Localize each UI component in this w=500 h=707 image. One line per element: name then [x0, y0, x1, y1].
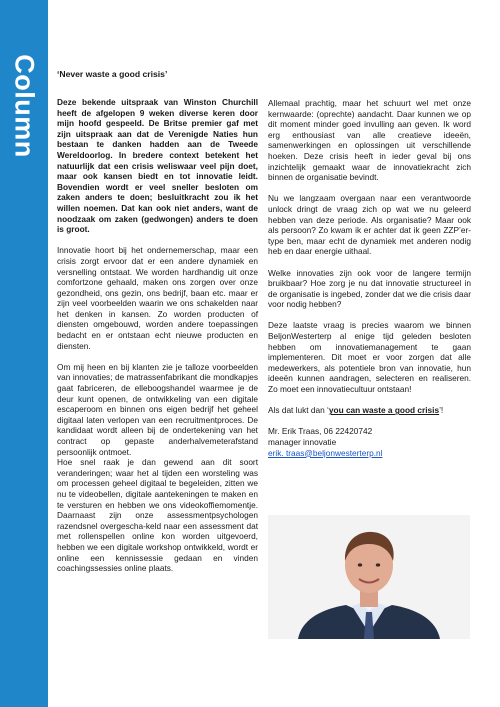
right-column	[268, 98, 471, 458]
closing-line	[268, 405, 471, 416]
article-heading: ‘Never waste a good crisis’	[57, 69, 168, 79]
intro-paragraph: Deze bekende uitspraak van Winston Churchill heeft de afgelopen 9 weken diverse keren door mijn hoofd gespeeld. De Britse premier gaf met zijn uitspraak aan dat de Verenigde Naties hun bestaan te danken hadden aan de Tweede Wereldoorlog. In bredere context betekent het natuurlijk dat een crisis weliswaar veel pijn doet, maar ook kansen biedt en tot innovatie leidt. Bovendien wordt er veel sneller besloten om zaken anders te doen; besluitkracht zou ik het willen noemen. Dat kan ook niet anders, want de noodzaak om zaken (gedwongen) anders te doen is groot.	[57, 97, 258, 235]
closing-suffix: ’!	[439, 405, 444, 416]
body-paragraph: Innovatie hoort bij het ondernemerschap, maar een crisis zorgt ervoor dat er een andere dynamiek en versnelling ontstaat. We worden hardhandig uit onze comfortzone gehaald, maken ons zorgen over onze gezondheid, ons gezin, ons bedrijf, baan etc. maar er zijn veel voorbeelden waarin we ons schakelden naar het denken in kansen. Zo worden producten of diensten omgebouwd, worden andere toepassingen bedacht en er ontstaan echt nieuwe producten en diensten.	[57, 245, 258, 351]
closing-emphasis: you can waste a good crisis	[328, 405, 440, 416]
signature-email-link[interactable]: erik. traas@beljonwesterterp.nl	[268, 447, 383, 458]
body-paragraph: Nu we langzaam overgaan naar een verantwoorde unlock dringt de vraag zich op wat we nu geleerd hebben van deze periode. Als organisatie? Maar ook als persoon? Zo kwam ik er achter dat ik geen ZZP’er-type ben, maar echt de dynamiek met anderen nodig heb en daar energie uithaal.	[268, 193, 471, 257]
section-label-text: Column	[9, 54, 40, 158]
body-paragraph: Welke innovaties zijn ook voor de langere termijn bruikbaar? Hoe zorg je nu dat innovatie structureel in de organisatie is ingebed, zonder dat we die crisis daar voor nodig hebben?	[268, 267, 471, 310]
author-photo	[268, 515, 470, 639]
body-paragraph: Hoe snel raak je dan gewend aan dit soort veranderingen; waar het al tijden een worsteling was om processen geheel digitaal te begeleiden, zitten we nu te videobellen, digitale aantekeningen te maken en te versturen en hebben we ons videokoffiemomentje. Daarnaast zijn onze assessmentpsychologen razendsnel overgescha-keld naar een assessment dat met rollenspellen online kon worden uitgevoerd, hebben we een digitale workshop ontwikkeld, wordt er online een kennissessie gedaan en vinden coachingssessies online plaats.	[57, 457, 258, 574]
signature-role: manager innovatie	[268, 437, 337, 447]
section-label	[0, 0, 48, 707]
closing-prefix: Als dat lukt dan ‘	[268, 405, 329, 416]
body-paragraph: Deze laatste vraag is precies waarom we binnen BeljonWesterterp al enige tijd geleden besloten hebben om innovatiemanagement te gaan implementeren. Dit moet er voor zorgen dat alle medewerkers, als potentiele bron van innovatie, hun ideeën kunnen aandragen, selecteren en realiseren. Zo moet een innovatiecultuur ontstaan!	[268, 320, 471, 395]
body-paragraph: Om mij heen en bij klanten zie je talloze voorbeelden van innovaties; de matrassenfabrikant die mondkapjes gaat fabriceren, de elleboogshandel waarmee je de deur kunt openen, de ontwikkeling van een digitale escaperoom en binnen ons eigen bedrijf het geheel digitaal laten verlopen van een recruitmentproces. De kandidaat wordt alleen bij de ondertekening van het contract op gepaste anderhalvemeterafstand persoonlijk ontmoet.	[57, 361, 258, 457]
left-column	[57, 97, 258, 584]
body-paragraph: Allemaal prachtig, maar het schuurt wel met onze kernwaarde: (oprechte) aandacht. Daar kunnen we op dit moment minder goed invulling aan geven. Ik word erg enthousiast van alle creatieve ideeën, samenwerkingen en oplossingen uit verschillende hoeken. Deze crisis heeft in ieder geval bij ons inzichtelijk gemaakt waar de innovatiekracht zich binnen de organisatie bevindt.	[268, 98, 471, 183]
signature-block	[268, 426, 471, 458]
author-photo-image	[268, 515, 470, 639]
signature-name: Mr. Erik Traas, 06 22420742	[268, 426, 373, 437]
